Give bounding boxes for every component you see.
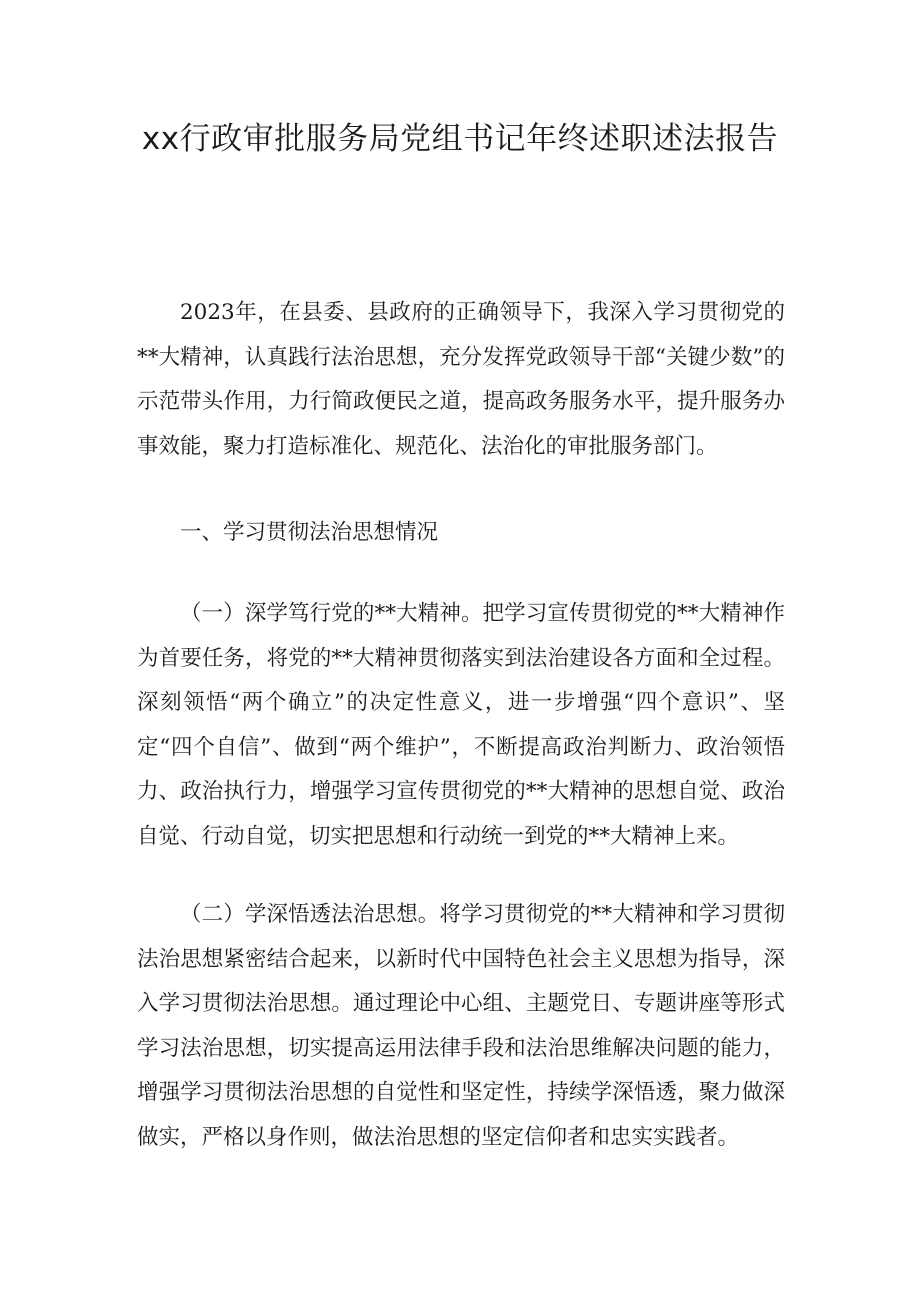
subsection-paragraph-1: （一）深学笃行党的**大精神。把学习宣传贯彻党的**大精神作为首要任务，将党的**大精神贯彻落实到法治建设各方面和全过程。深刻领悟“两个确立”的决定性意义，进一步增强“四个意识”、坚定“四个自信”、做到“两个维护”，不断提高政治判断力、政治领悟力、政治执行力，增强学习宣传贯彻党的**大精神的思想自觉、政治自觉、行动自觉，切实把思想和行动统一到党的**大精神上来。	[137, 601, 785, 849]
document-title: xx行政审批服务局党组书记年终述职述法报告	[141, 121, 779, 157]
section-heading: 一、学习贯彻法治思想情况	[180, 520, 439, 545]
subsection-paragraph-2: （二）学深悟透法治思想。将学习贯彻党的**大精神和学习贯彻法治思想紧密结合起来，以新时代中国特色社会主义思想为指导，深入学习贯彻法治思想。通过理论中心组、主题党日、专题讲座等形式学习法治思想，切实提高运用法律手段和法治思维解决问题的能力，增强学习贯彻法治思想的自觉性和坚定性，持续学深悟透，聚力做深做实，严格以身作则，做法治思想的坚定信仰者和忠实实践者。	[137, 902, 785, 1150]
intro-paragraph: 2023年，在县委、县政府的正确领导下，我深入学习贯彻党的**大精神，认真践行法治思想，充分发挥党政领导干部“关键少数”的示范带头作用，力行简政便民之道，提高政务服务水平，提升服务办事效能，聚力打造标准化、规范化、法治化的审批服务部门。	[137, 300, 785, 459]
